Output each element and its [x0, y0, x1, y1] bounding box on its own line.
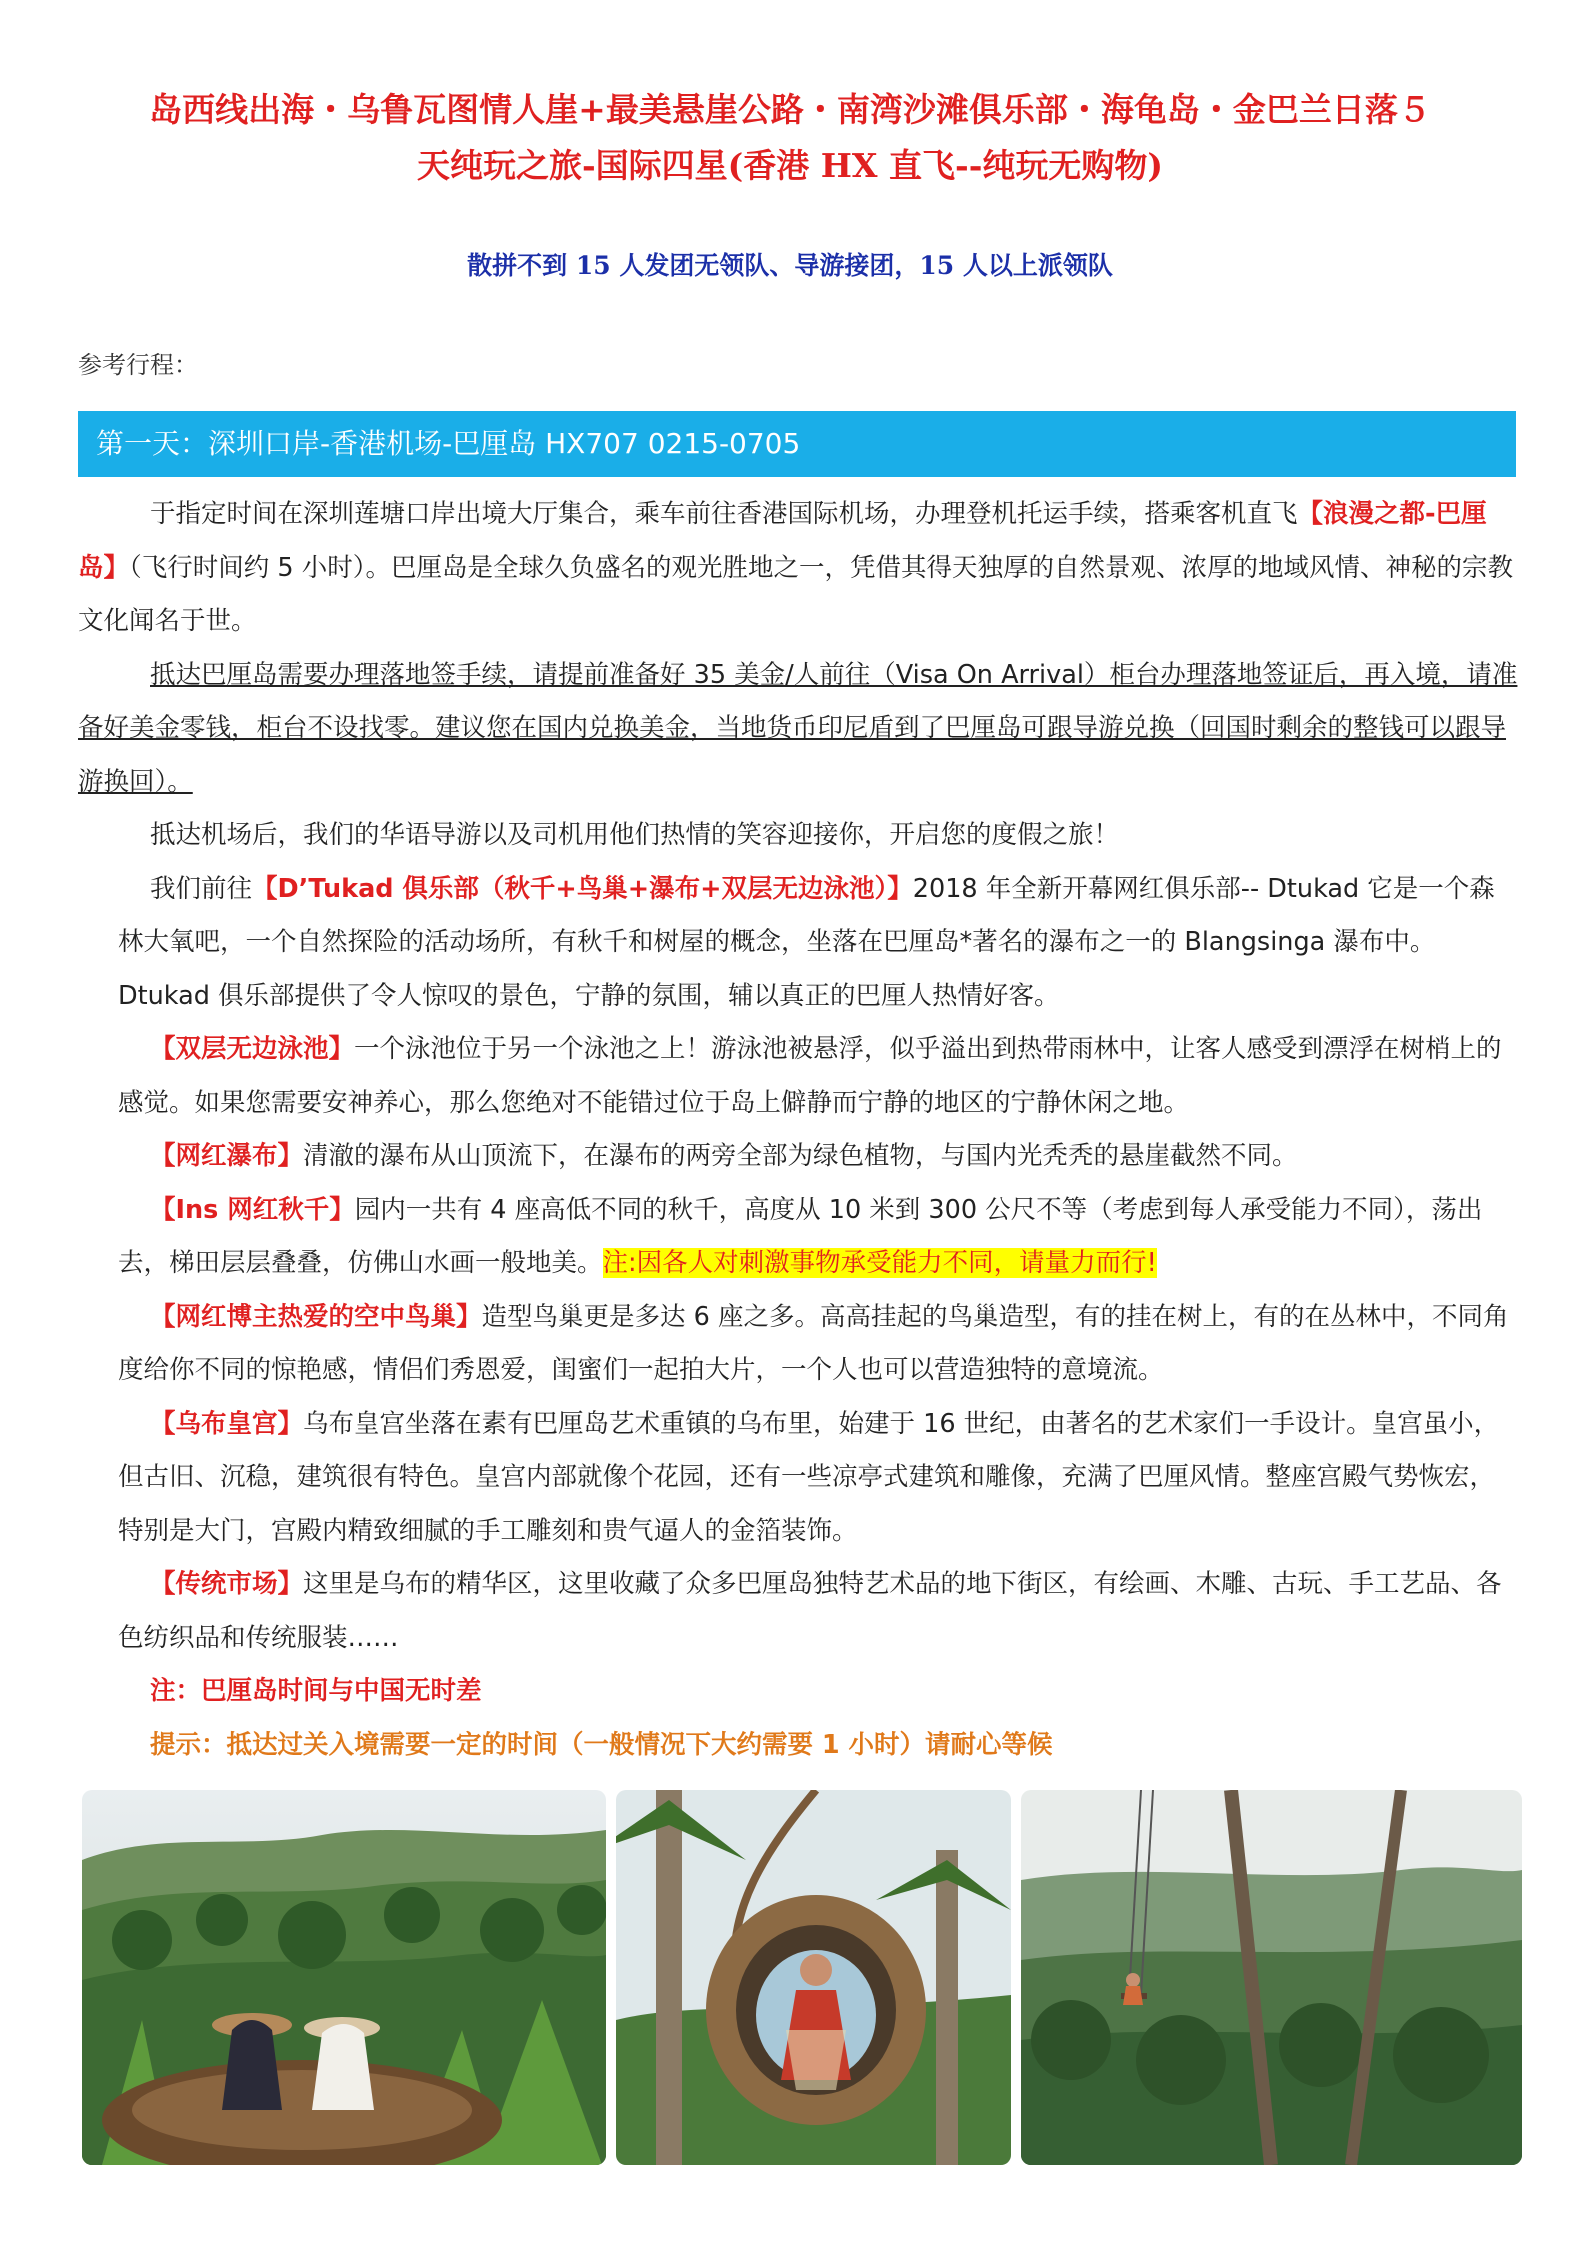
photo-strip — [82, 1790, 1522, 2165]
p4-text-b: 2018 年全新开幕网红俱乐部-- Dtukad 它是一个森林大氧吧，一个自然探险的活动场所，有秋千和树屋的概念，坐落在巴厘岛*著名的瀑布之一的 Blangsinga 瀑布中。 Dtukad 俱乐部提供了令人惊叹的景色，宁静的氛围，辅以真正的巴厘人热情好客。 — [118, 873, 1495, 1011]
tour-title-line2: 天纯玩之旅-国际四星(香港 HX 直飞--纯玩无购物) — [416, 146, 1164, 185]
paragraph-airport-welcome: 抵达机场后，我们的华语导游以及司机用他们热情的笑容迎接你，开启您的度假之旅！ — [150, 820, 1120, 850]
tour-title — [60, 82, 1520, 194]
p6-highlight: 【网红瀑布】 — [150, 1141, 304, 1171]
paragraph-ubud-palace — [78, 1398, 1518, 1559]
paragraph-visa: 抵达巴厘岛需要办理落地签手续，请提前准备好 35 美金/人前往（Visa On Arrival）柜台办理落地签证后，再入境，请准备好美金零钱，柜台不设找零。建议您在国内兑换美金，当地货币印尼盾到了巴厘岛可跟导游兑换（回国时剩余的整钱可以跟导游换回）。 — [78, 659, 1518, 797]
paragraph-swing — [78, 1184, 1518, 1291]
p7-text: 园内一共有 4 座高低不同的秋千，高度从 10 米到 300 公尺不等（考虑到每人承受能力不同），荡出去，梯田层层叠叠，仿佛山水画一般地美。 — [118, 1194, 1483, 1278]
group-subtitle: 散拼不到 15 人发团无领队、导游接团，15 人以上派领队 — [467, 251, 1113, 280]
tour-title-line1: 岛西线出海・乌鲁瓦图情人崖+最美悬崖公路・南湾沙滩俱乐部・海龟岛・金巴兰日落５ — [149, 90, 1431, 129]
paragraph-market — [78, 1558, 1518, 1665]
jungle-nest-photo — [82, 1790, 606, 2165]
day1-header-band: 第一天：深圳口岸-香港机场-巴厘岛 HX707 0215-0705 — [78, 411, 1516, 477]
p8-text: 造型鸟巢更是多达 6 座之多。高高挂起的鸟巢造型，有的挂在树上，有的在丛林中，不同角度给你不同的惊艳感，情侣们秀恩爱，闺蜜们一起拍大片，一个人也可以营造独特的意境流。 — [118, 1301, 1509, 1385]
p1-text-a: 于指定时间在深圳莲塘口岸出境大厅集合，乘车前往香港国际机场，办理登机托运手续，搭乘客机直飞 — [150, 499, 1298, 529]
p10-text: 这里是乌布的精华区，这里收藏了众多巴厘岛独特艺术品的地下街区，有绘画、木雕、古玩、手工艺品、各色纺织品和传统服装…… — [118, 1569, 1502, 1653]
p8-highlight: 【网红博主热爱的空中鸟巢】 — [150, 1301, 482, 1332]
p5-text: 一个泳池位于另一个泳池之上！游泳池被悬浮，似乎溢出到热带雨林中，让客人感受到漂浮在树梢上的感觉。如果您需要安神养心，那么您绝对不能错过位于岛上僻静而宁静的地区的宁静休闲之地。 — [118, 1034, 1502, 1118]
p1-text-b: （飞行时间约 5 小时）。巴厘岛是全球久负盛名的观光胜地之一，凭借其得天独厚的自然景观、浓厚的地域风情、神秘的宗教文化闻名于世。 — [78, 552, 1513, 636]
bird-nest-photo — [616, 1790, 1011, 2165]
paragraph-dtukad-club — [78, 863, 1518, 1024]
reference-label: 参考行程： — [78, 351, 198, 379]
p9-text: 乌布皇宫坐落在素有巴厘岛艺术重镇的乌布里，始建于 16 世纪，由著名的艺术家们一手设计。皇宫虽小，但古旧、沉稳，建筑很有特色。皇宫内部就像个花园，还有一些凉亭式建筑和雕像，充满了巴厘风情。整座宫殿气势恢宏，特别是大门，宫殿内精致细腻的手工雕刻和贵气逼人的金箔装饰。 — [118, 1408, 1500, 1546]
day1-body — [78, 488, 1518, 1772]
paragraph-bird-nest — [78, 1291, 1518, 1398]
arrival-tip: 提示：抵达过关入境需要一定的时间（一般情况下大约需要 1 小时）请耐心等候 — [150, 1729, 1053, 1760]
paragraph-infinity-pool — [78, 1023, 1518, 1130]
p7-highlight: 【Ins 网红秋千】 — [150, 1194, 355, 1225]
paragraph-waterfall — [78, 1130, 1518, 1184]
swing-warning: 注:因各人对刺激事物承受能力不同，请量力而行! — [602, 1248, 1157, 1278]
p9-highlight: 【乌布皇宫】 — [150, 1408, 304, 1439]
p6-text: 清澈的瀑布从山顶流下，在瀑布的两旁全部为绿色植物，与国内光秃秃的悬崖截然不同。 — [303, 1141, 1298, 1171]
p1-highlight: 【浪漫之都-巴厘岛】 — [78, 499, 1487, 583]
p10-highlight: 【传统市场】 — [150, 1569, 304, 1599]
time-note: 注：巴厘岛时间与中国无时差 — [150, 1676, 482, 1706]
p5-highlight: 【双层无边泳池】 — [150, 1034, 355, 1064]
paragraph-arrival-flight — [78, 488, 1518, 649]
p4-highlight: 【D’Tukad 俱乐部（秋千+鸟巢+瀑布+双层无边泳池）】 — [252, 873, 913, 904]
jungle-swing-photo — [1021, 1790, 1522, 2165]
p4-text-a: 我们前往 — [150, 873, 253, 904]
